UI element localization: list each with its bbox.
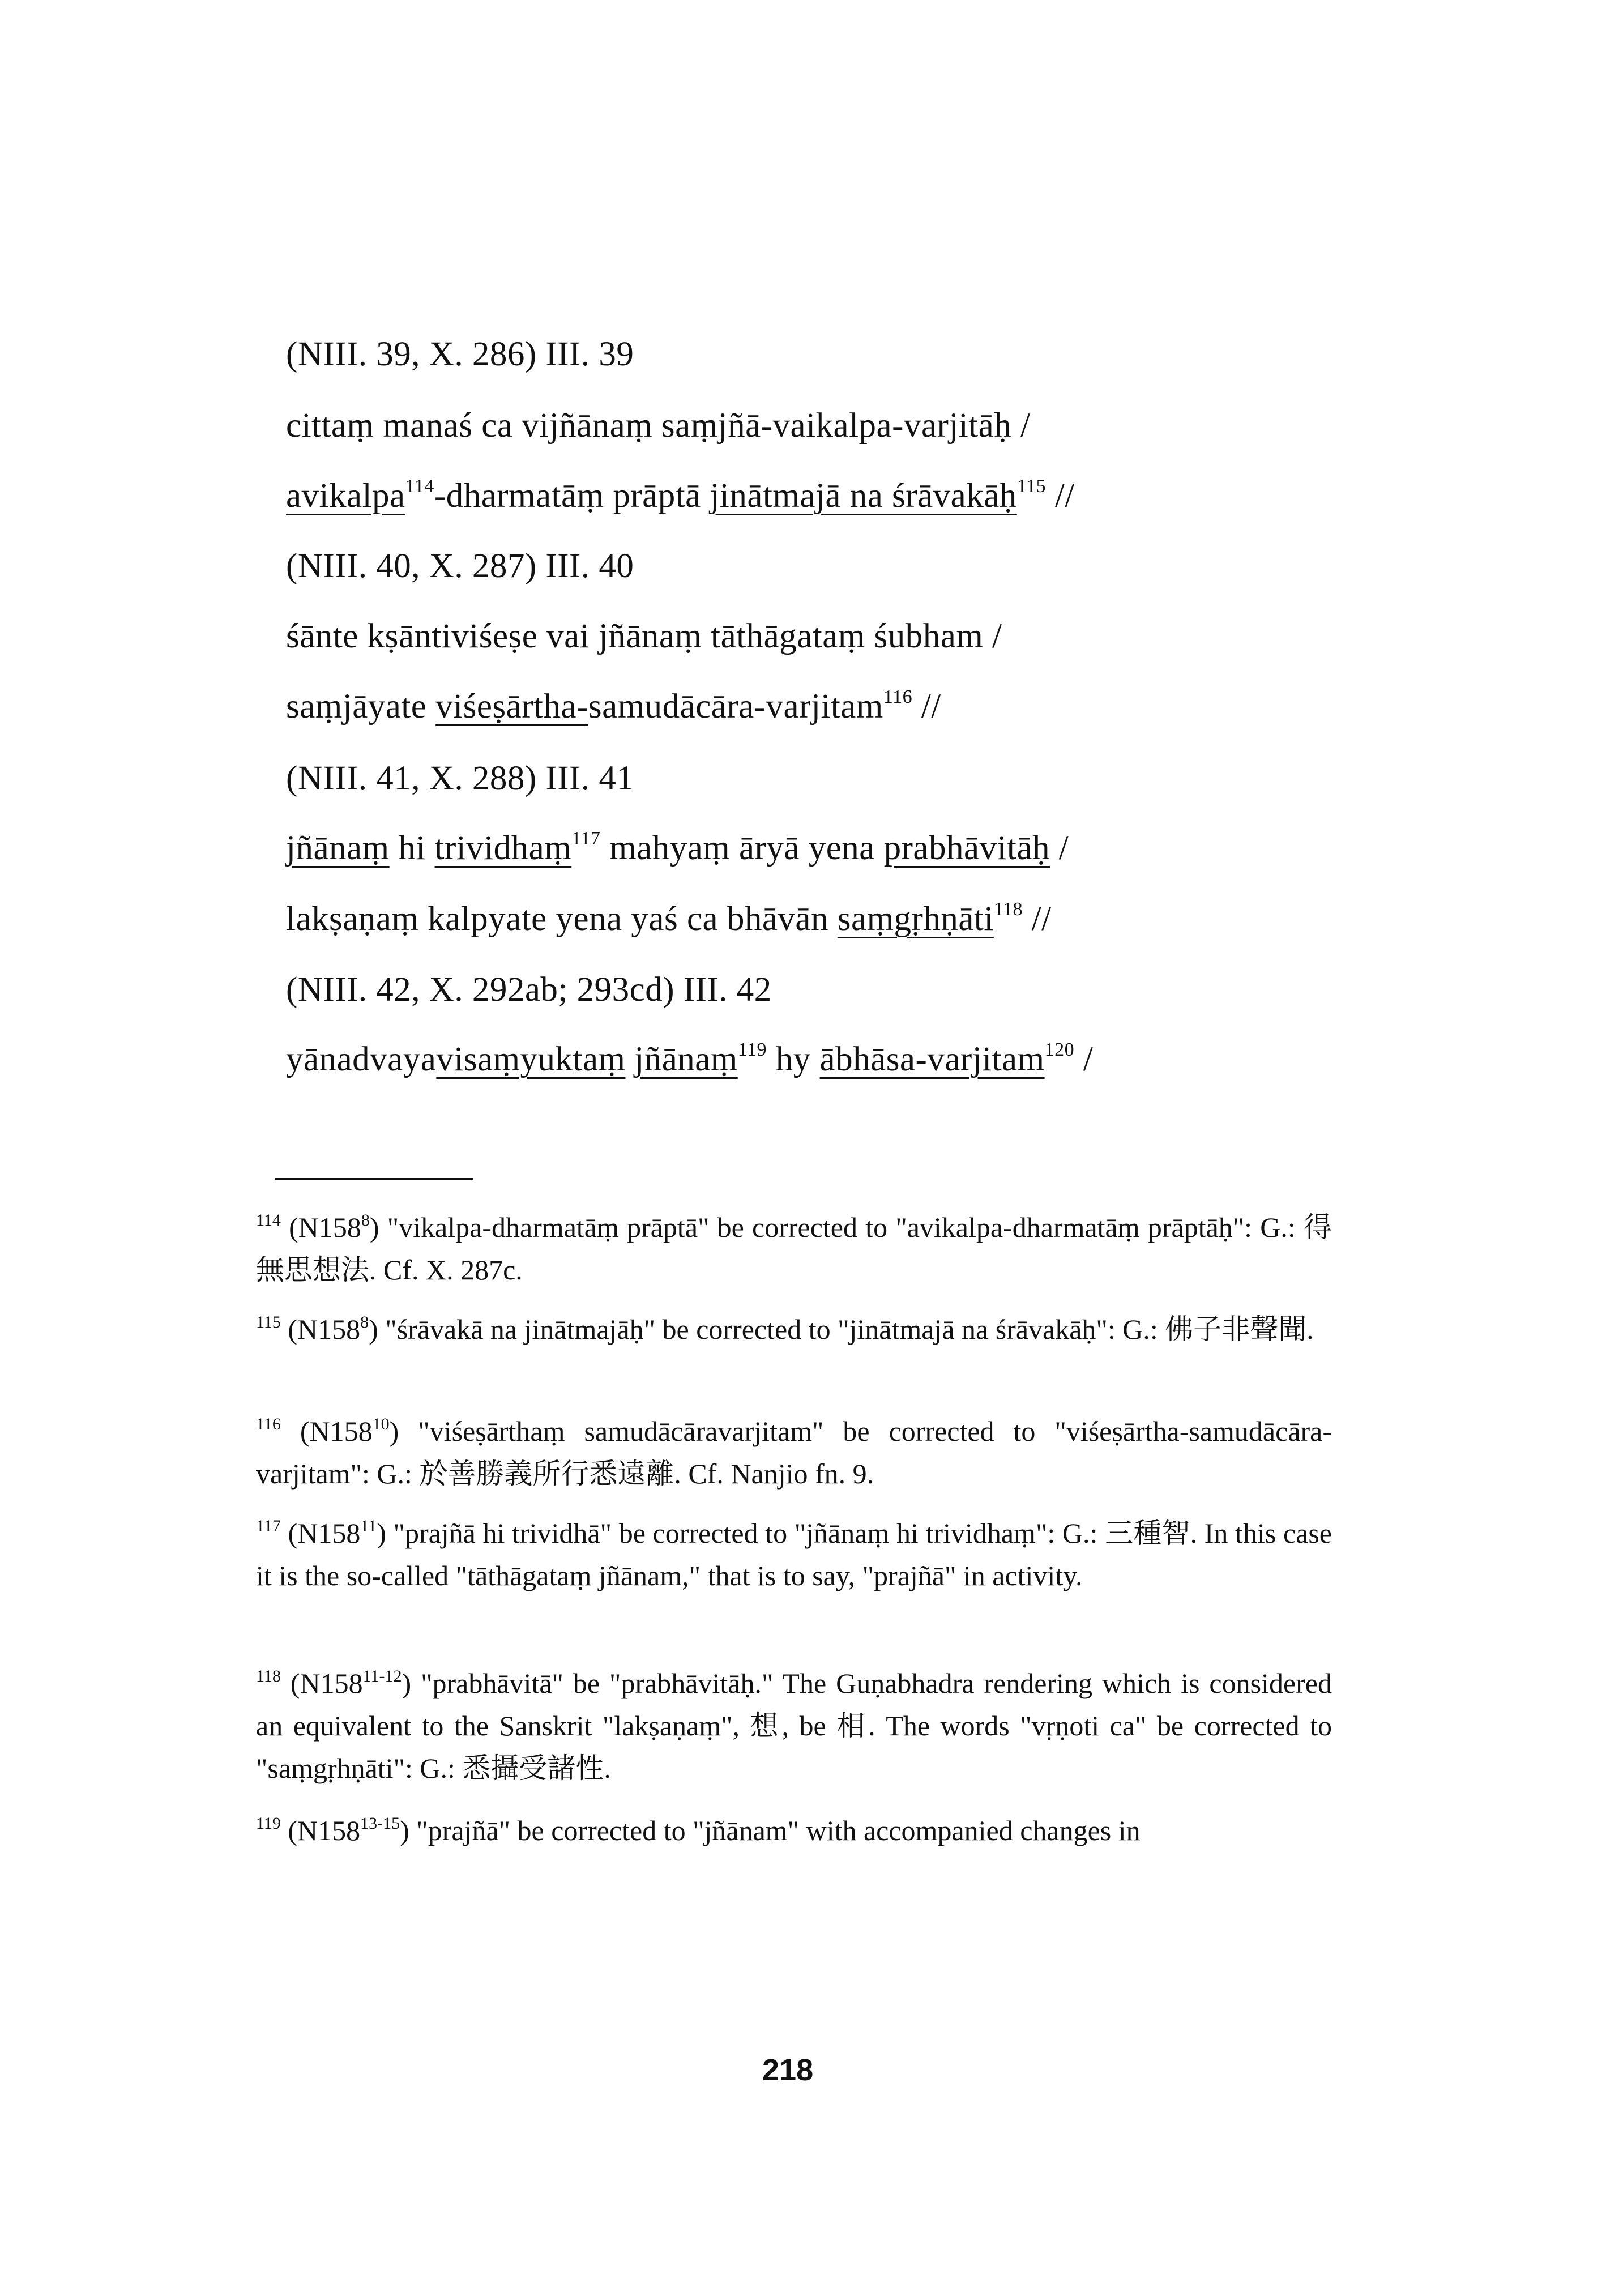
underlined-term: ābhāsa-varjitam [819,1040,1045,1078]
text-run: mahyaṃ āryā yena [600,829,884,867]
verse-reference-42 [286,972,772,1007]
text-run: ) "viśeṣārthaṃ samudācāravarjitam" be corrected to "viśeṣārtha-samudācāra-varjitam": G.: 於善勝義所行悉遠離. Cf. Nanjio fn. 9. [256,1415,1332,1490]
underlined-term: saṃgṛhṇāti [837,900,994,938]
verse-line [286,1039,1094,1078]
text-run: (NIII. 41, X. 288) III. 41 [286,759,634,797]
footnote-117 [256,1512,1332,1597]
text-run: ) "prajñā hi trividhā" be corrected to "jñānaṃ hi trividhaṃ": G.: 三種智. In this case it is the so-called "tāthāgataṃ jñānam," that is to say, "prajñā" in activity. [256,1517,1332,1591]
text-run: śānte kṣāntiviśeṣe vai jñānaṃ tāthāgataṃ śubham / [286,617,1002,655]
footnote-marker: 117 [571,828,601,849]
footnote-number: 115 [256,1313,281,1331]
text-run: (N158 [280,1415,373,1447]
text-run [626,1040,635,1078]
verse-line [286,476,1075,515]
footnote-number: 116 [256,1415,281,1433]
footnote-number: 119 [256,1814,281,1833]
underlined-term: avikalpa [286,477,405,515]
underlined-term: viśeṣārtha- [435,688,588,725]
underlined-term: jñānaṃ [286,829,390,867]
verse-line [286,828,1069,867]
page-number: 218 [762,2053,814,2087]
text-run: cittaṃ manaś ca vijñānaṃ saṃjñā-vaikalpa-varjitāḥ / [286,407,1031,445]
text-run: ) "prabhāvitā" be "prabhāvitāḥ." The Guṇabhadra rendering which is considered an equivalent to the Sanskrit "lakṣaṇaṃ", 想, be 相. The words "vṛṇoti ca" be corrected to "saṃgṛhṇāti": G.: 悉攝受諸性. [256,1667,1332,1784]
footnote-separator [275,1178,473,1180]
text-run: (N158 [280,1815,361,1846]
footnote-marker: 8 [360,1313,369,1331]
footnote-marker: 8 [361,1211,370,1230]
text-run: saṃjāyate [286,688,436,725]
text-run: ) "śrāvakā na jinātmajāḥ" be corrected to "jinātmajā na śrāvakāḥ": G.: 佛子非聲聞. [369,1313,1314,1345]
text-run: (N158 [280,1313,361,1345]
text-run: yānadvaya [286,1040,437,1078]
footnote-114 [256,1206,1332,1291]
footnote-number: 117 [256,1517,281,1535]
verse-reference-40 [286,549,634,583]
footnote-number: 118 [256,1667,281,1685]
text-run: // [1023,900,1052,938]
text-run: (NIII. 39, X. 286) III. 39 [286,335,634,373]
footnote-marker: 120 [1044,1039,1075,1060]
verse-line [286,899,1052,938]
text-run: ) "vikalpa-dharmatāṃ prāptā" be corrected to "avikalpa-dharmatāṃ prāptāḥ": G.: 得無思想法. Cf. X. 287c. [256,1211,1332,1286]
footnote-119 [256,1810,1332,1852]
text-run: lakṣaṇaṃ kalpyate yena yaś ca bhāvān [286,900,838,938]
verse-line [286,619,1002,654]
footnote-marker: 115 [1016,476,1047,497]
footnote-marker: 11 [360,1517,377,1535]
text-run: hi [389,829,435,867]
footnote-115 [256,1308,1332,1351]
footnote-118 [256,1662,1332,1790]
underlined-term: visaṃyuktaṃ [436,1040,626,1078]
text-run: ) "prajñā" be corrected to "jñānam" with accompanied changes in [400,1815,1141,1846]
footnote-marker: 10 [372,1415,390,1433]
text-run: / [1074,1040,1094,1078]
text-run: (N158 [280,1211,361,1243]
verse-line [286,408,1030,443]
verse-line [286,686,941,725]
footnote-116 [256,1410,1332,1495]
text-run: / [1050,829,1069,867]
text-run: // [912,688,941,725]
underlined-term: jñānaṃ [634,1040,738,1078]
footnote-marker: 119 [737,1039,767,1060]
footnote-marker: 114 [405,476,434,497]
text-run: samudācāra-varjitam [588,688,883,725]
text-run: (NIII. 42, X. 292ab; 293cd) III. 42 [286,971,772,1009]
verse-reference-39 [286,337,634,372]
verse-reference-41 [286,761,634,796]
text-run: -dharmatāṃ prāptā [434,477,710,515]
footnote-marker: 116 [883,686,913,707]
text-run: // [1046,477,1075,515]
text-run: hy [767,1040,820,1078]
text-run: (N158 [280,1667,363,1699]
text-run: (N158 [280,1517,361,1549]
footnote-marker: 11-12 [362,1667,402,1685]
footnote-marker: 13-15 [360,1814,400,1833]
text-run: (NIII. 40, X. 287) III. 40 [286,547,634,585]
underlined-term: trividhaṃ [434,829,572,867]
footnote-number: 114 [256,1211,281,1230]
underlined-term: prabhāvitāḥ [883,829,1050,867]
footnote-marker: 118 [993,899,1023,920]
underlined-term: jinātmajā na śrāvakāḥ [710,477,1017,515]
